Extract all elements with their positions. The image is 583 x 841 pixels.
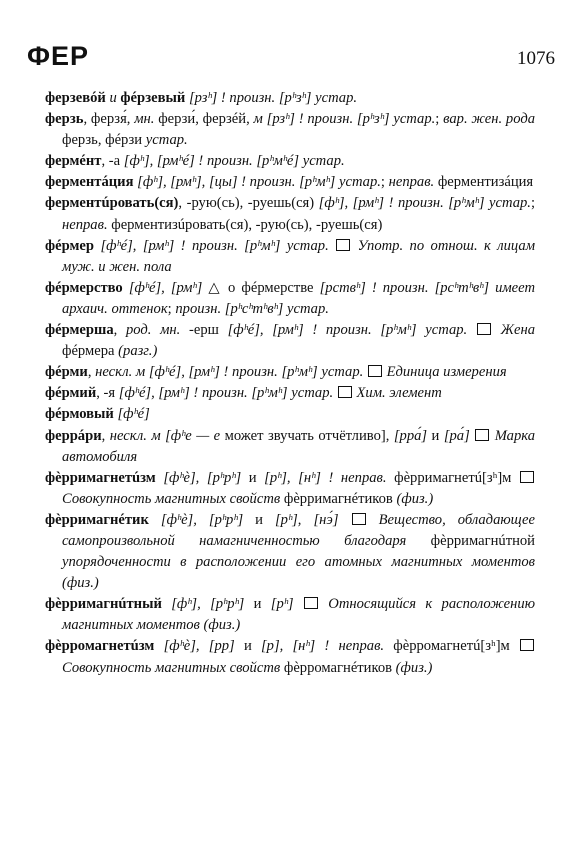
headword: фѐрримагнетúзм — [45, 469, 156, 486]
dictionary-entry — [45, 362, 535, 383]
entry-note: [ра́] — [443, 427, 470, 444]
definition-box-icon — [520, 639, 534, 651]
entry-text: , — [87, 364, 96, 381]
definition-box-icon — [477, 323, 491, 335]
dictionary-entry — [45, 383, 535, 404]
entry-text: , ферзя́, — [83, 111, 135, 128]
entry-note: Совокупность магнитных свойств — [62, 659, 281, 676]
dictionary-entry — [45, 88, 535, 109]
entry-note: [фʰé], [рмʰ] ! произн. [рʰмʰ] устар. — [118, 385, 334, 402]
dictionary-entry — [45, 510, 535, 594]
entry-note: [фʰé] — [117, 406, 150, 423]
entry-note: вар. жен. рода — [443, 111, 535, 128]
entry-note: и — [105, 90, 121, 106]
dictionary-entry — [45, 320, 535, 362]
dictionary-entry — [45, 278, 535, 320]
entry-text: ферзь, фéрзи — [62, 132, 146, 149]
definition-box-icon — [336, 239, 350, 251]
entry-note: (физ.) — [395, 659, 433, 676]
headword: ферзевóй — [45, 90, 106, 106]
headword: фѐрримагнéтик — [45, 511, 149, 528]
entry-text: , -рую(сь), -руешь(ся) — [178, 195, 319, 212]
entry-text: фéрмера — [62, 343, 119, 360]
entry-note: нескл. м [фʰé], [рмʰ] ! произн. [рʰмʰ] устар. — [95, 364, 364, 381]
page-header — [27, 40, 555, 70]
running-head: ФЕР — [27, 41, 90, 71]
entry-note: [фʰ], [рʰрʰ] — [171, 596, 245, 613]
dictionary-entry — [45, 172, 535, 193]
entry-text — [149, 512, 161, 528]
definition-box-icon — [475, 429, 489, 441]
dictionary-entry — [45, 236, 535, 278]
entry-text: и — [244, 596, 271, 613]
entry-text: , -а — [101, 153, 124, 170]
entry-note: Вещество, обладающее самопроизвольной намагниченностью благодаря — [62, 511, 535, 549]
entry-note: [рствʰ] ! произн. [рсʰтʰвʰ] имеет архаич. оттенок — [62, 279, 535, 317]
entry-text: и — [241, 469, 265, 486]
entry-text: фѐрримагнúтной — [406, 532, 535, 549]
entry-note: [фʰѐ], [рр] — [163, 638, 235, 655]
entry-text — [470, 428, 474, 444]
dictionary-entry — [45, 468, 535, 510]
entry-text — [162, 596, 171, 612]
entry-text — [329, 238, 335, 254]
entry-note: [р], [нʰ] ! неправ. — [260, 638, 385, 655]
entry-text: фѐрримагнетú[зʰ]м — [386, 469, 520, 486]
headword: ферзь — [45, 111, 84, 128]
headword: феррáри — [45, 427, 102, 444]
headword: фѐрромагнетúзм — [45, 638, 155, 655]
dictionary-entry — [45, 404, 535, 425]
headword: фéрми — [45, 364, 88, 381]
entry-note: род. мн. — [125, 322, 181, 339]
entry-note: м [рзʰ] ! произн. [рʰзʰ] устар. — [253, 111, 436, 128]
entry-note: [рра́] — [393, 427, 428, 444]
dictionary-entry — [45, 193, 535, 235]
headword: фéрмий — [45, 385, 97, 402]
entry-note: Употр. по отнош. к лицам муж. и жен. пола — [62, 237, 536, 275]
definition-box-icon — [338, 386, 352, 398]
entry-text: фѐрримагнéтиков — [280, 490, 397, 507]
headword: ферментúровать(ся) — [45, 195, 179, 212]
headword: фермéнт — [45, 153, 102, 170]
entry-text: , -я — [96, 385, 119, 402]
entry-text — [339, 512, 351, 528]
dictionary-entry — [45, 426, 535, 468]
definition-box-icon — [520, 471, 534, 483]
entry-text: ; — [380, 174, 389, 191]
definition-box-icon — [368, 365, 382, 377]
headword: фéрмер — [45, 237, 95, 254]
entry-note: Единица измерения — [386, 364, 507, 381]
entry-list — [45, 88, 535, 679]
entry-note: нескл. м [фʰе — е — [109, 427, 221, 444]
entry-note: [рзʰ] ! произн. [рʰзʰ] устар. — [188, 90, 358, 106]
entry-note: Марка автомобиля — [62, 427, 536, 465]
entry-note: [фʰѐ], [рʰрʰ] — [163, 469, 242, 486]
entry-note: Относящийся к расположению магнитных моментов (физ.) — [62, 596, 535, 634]
headword: ферментáция — [45, 174, 134, 191]
entry-text: ферментизáция — [434, 174, 534, 191]
entry-note: неправ. — [62, 216, 108, 233]
entry-note: [рʰ], [нʰ] ! неправ. — [264, 469, 387, 486]
entry-text — [467, 322, 476, 338]
entry-text: ; — [530, 195, 535, 212]
entry-text: и — [243, 511, 275, 528]
headword: фéрмерша — [45, 322, 114, 339]
entry-text: ферментизúровать(ся), -рую(сь), -руешь(ся) — [107, 216, 383, 233]
entry-text: ; — [167, 300, 176, 317]
entry-text: , — [101, 427, 110, 444]
entry-note: (физ.) — [396, 490, 434, 507]
entry-text: -ерш — [180, 322, 228, 339]
entry-text: может звучать отчётливо], — [220, 427, 394, 444]
entry-note: Жена — [500, 322, 535, 339]
entry-note: [рʰ], [нэ́] — [275, 511, 339, 528]
headword: фéрмерство — [45, 279, 123, 296]
entry-note: упорядоченности в расположении его атомных магнитных моментов (физ.) — [62, 554, 535, 592]
entry-note: [фʰ], [рмʰ] ! произн. [рʰмʰ] устар. — [318, 195, 531, 212]
entry-note: Хим. элемент — [356, 385, 442, 402]
entry-note: устар. — [145, 132, 188, 149]
entry-note: [фʰ], [рмʰ], [цы] ! произн. [рʰмʰ] устар. — [137, 174, 381, 191]
dictionary-entry — [45, 594, 535, 636]
entry-text — [333, 385, 337, 401]
entry-text — [492, 322, 501, 338]
definition-box-icon — [352, 513, 366, 525]
entry-text: фѐрромагнéтиков — [280, 659, 396, 676]
entry-text: ; — [435, 111, 444, 128]
entry-note: (разг.) — [118, 343, 158, 360]
headword: фéрзевый — [120, 90, 186, 106]
entry-note: [фʰé], [рмʰ] ! произн. [рʰмʰ] устар. — [227, 322, 468, 339]
entry-text — [154, 638, 163, 654]
entry-note: неправ. — [388, 174, 435, 191]
definition-box-icon — [304, 597, 318, 609]
headword: фѐрримагнúтный — [45, 596, 162, 613]
entry-note: [фʰѐ], [рʰрʰ] — [160, 511, 244, 528]
entry-note: произн. [рʰсʰтʰвʰ] устар. — [175, 300, 329, 317]
entry-note: мн. — [134, 111, 155, 128]
dictionary-entry — [45, 151, 535, 172]
dictionary-entry — [45, 109, 535, 151]
entry-text: и — [427, 427, 444, 444]
entry-text — [294, 596, 303, 612]
dictionary-entry — [45, 636, 535, 678]
entry-note: [фʰ], [рмʰé] ! произн. [рʰмʰé] устар. — [123, 153, 345, 170]
entry-text: , — [113, 322, 126, 339]
entry-note: [фʰé], [рмʰ] ! произн. [рʰмʰ] устар. — [100, 237, 329, 254]
entry-text: и — [234, 638, 261, 655]
entry-text — [319, 596, 328, 612]
entry-text — [367, 512, 379, 528]
entry-note: [фʰé], [рмʰ] — [128, 279, 203, 296]
headword: фéрмовый — [45, 406, 114, 423]
entry-text — [363, 364, 367, 380]
entry-note: [рʰ] — [270, 596, 294, 613]
entry-text: ферзи́, ферзéй, — [154, 111, 254, 128]
entry-text: △ о фéрмерстве — [202, 279, 320, 296]
entry-note: Совокупность магнитных свойств — [62, 490, 281, 507]
page-number: 1076 — [517, 48, 555, 69]
entry-text: фѐрромагнетú[зʰ]м — [384, 638, 520, 655]
